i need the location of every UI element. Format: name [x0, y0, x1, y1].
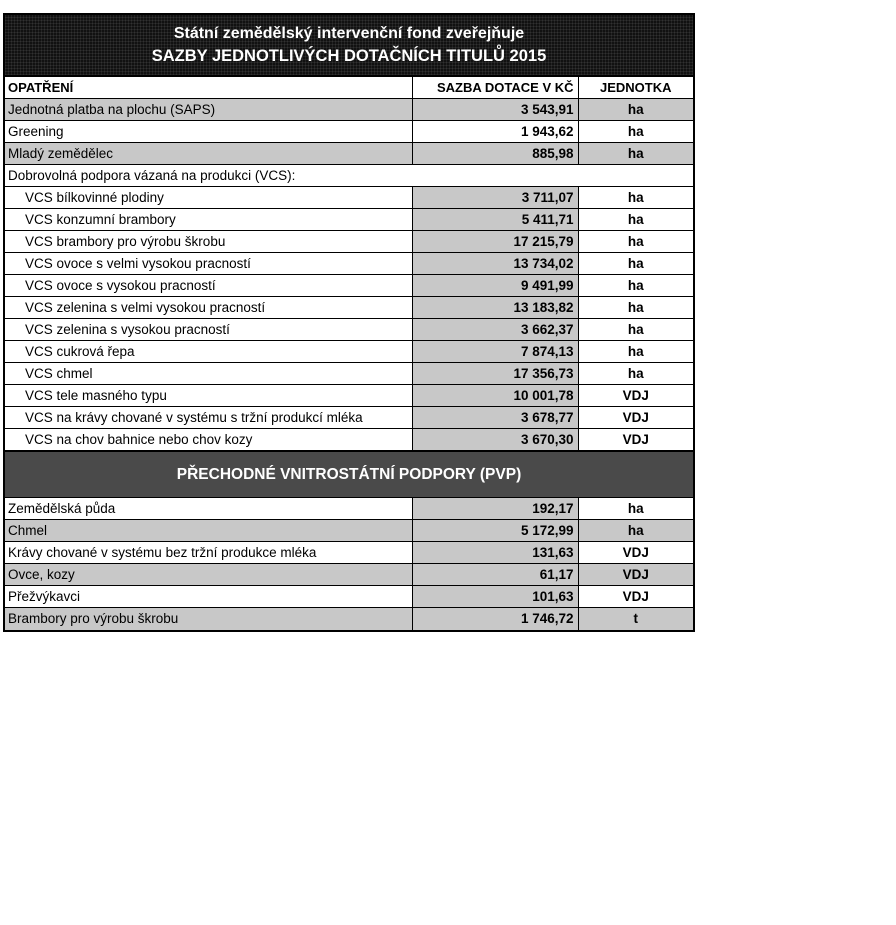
- table-row: [5, 296, 693, 318]
- row-rate: 7 874,13: [412, 340, 578, 362]
- row-rate: 5 172,99: [412, 520, 578, 542]
- row-name: VCS ovoce s velmi vysokou pracností: [5, 252, 412, 274]
- row-name: Zemědělská půda: [5, 498, 412, 520]
- table-row: [5, 428, 693, 450]
- table-row: [5, 498, 693, 520]
- rates-table-pvp: [5, 498, 693, 630]
- table-row: [5, 586, 693, 608]
- vcs-section-heading-row: [5, 164, 693, 186]
- row-name: VCS na krávy chované v systému s tržní produkcí mléka: [5, 406, 412, 428]
- title-line-2: SAZBY JEDNOTLIVÝCH DOTAČNÍCH TITULŮ 2015: [151, 47, 547, 65]
- table-row: [5, 384, 693, 406]
- table-row: [5, 186, 693, 208]
- row-name: Mladý zemědělec: [5, 142, 412, 164]
- table-row: [5, 274, 693, 296]
- row-unit: VDJ: [578, 586, 693, 608]
- row-name: VCS cukrová řepa: [5, 340, 412, 362]
- row-unit: ha: [578, 340, 693, 362]
- table-row: [5, 406, 693, 428]
- row-name: Ovce, kozy: [5, 564, 412, 586]
- table-row: [5, 120, 693, 142]
- table-row: [5, 564, 693, 586]
- row-unit: VDJ: [578, 428, 693, 450]
- row-rate: 192,17: [412, 498, 578, 520]
- table-row: [5, 362, 693, 384]
- row-rate: 17 215,79: [412, 230, 578, 252]
- column-header-unit: JEDNOTKA: [578, 77, 693, 98]
- row-rate: 1 746,72: [412, 608, 578, 630]
- row-name: Jednotná platba na plochu (SAPS): [5, 98, 412, 120]
- row-rate: 101,63: [412, 586, 578, 608]
- row-rate: 3 662,37: [412, 318, 578, 340]
- row-name: Přežvýkavci: [5, 586, 412, 608]
- row-rate: 3 711,07: [412, 186, 578, 208]
- column-header-rate: SAZBA DOTACE V KČ: [412, 77, 578, 98]
- vcs-section-heading: Dobrovolná podpora vázaná na produkci (VCS):: [5, 164, 693, 186]
- table-row: [5, 318, 693, 340]
- table-row: [5, 252, 693, 274]
- column-header-row: [5, 77, 693, 98]
- row-rate: 3 670,30: [412, 428, 578, 450]
- row-name: VCS brambory pro výrobu škrobu: [5, 230, 412, 252]
- row-unit: ha: [578, 230, 693, 252]
- row-rate: 61,17: [412, 564, 578, 586]
- row-unit: ha: [578, 142, 693, 164]
- title-line-1: Státní zemědělský intervenční fond zveřejňuje: [173, 25, 525, 42]
- row-unit: ha: [578, 120, 693, 142]
- table-row: [5, 208, 693, 230]
- table-row: [5, 608, 693, 630]
- row-unit: ha: [578, 520, 693, 542]
- table-row: [5, 230, 693, 252]
- row-rate: 13 183,82: [412, 296, 578, 318]
- row-name: VCS zelenina s velmi vysokou pracností: [5, 296, 412, 318]
- row-rate: 10 001,78: [412, 384, 578, 406]
- row-unit: VDJ: [578, 384, 693, 406]
- row-name: VCS konzumní brambory: [5, 208, 412, 230]
- row-unit: t: [578, 608, 693, 630]
- row-unit: ha: [578, 98, 693, 120]
- row-name: VCS ovoce s vysokou pracností: [5, 274, 412, 296]
- row-rate: 9 491,99: [412, 274, 578, 296]
- row-rate: 3 678,77: [412, 406, 578, 428]
- row-name: VCS bílkovinné plodiny: [5, 186, 412, 208]
- row-rate: 1 943,62: [412, 120, 578, 142]
- row-name: VCS na chov bahnice nebo chov kozy: [5, 428, 412, 450]
- row-name: VCS chmel: [5, 362, 412, 384]
- rates-table-main: [5, 77, 693, 451]
- row-name: Chmel: [5, 520, 412, 542]
- row-unit: VDJ: [578, 406, 693, 428]
- row-rate: 17 356,73: [412, 362, 578, 384]
- pvp-section-heading: PŘECHODNÉ VNITROSTÁTNÍ PODPORY (PVP): [5, 451, 693, 498]
- row-name: VCS tele masného typu: [5, 384, 412, 406]
- row-rate: 5 411,71: [412, 208, 578, 230]
- row-name: VCS zelenina s vysokou pracností: [5, 318, 412, 340]
- row-unit: VDJ: [578, 564, 693, 586]
- row-name: Greening: [5, 120, 412, 142]
- row-unit: VDJ: [578, 542, 693, 564]
- column-header-measure: OPATŘENÍ: [5, 77, 412, 98]
- table-row: [5, 142, 693, 164]
- row-unit: ha: [578, 318, 693, 340]
- row-unit: ha: [578, 362, 693, 384]
- row-unit: ha: [578, 252, 693, 274]
- row-unit: ha: [578, 186, 693, 208]
- subsidy-rates-sheet: [3, 13, 695, 632]
- row-unit: ha: [578, 208, 693, 230]
- table-row: [5, 98, 693, 120]
- row-unit: ha: [578, 498, 693, 520]
- row-rate: 13 734,02: [412, 252, 578, 274]
- row-name: Brambory pro výrobu škrobu: [5, 608, 412, 630]
- row-rate: 131,63: [412, 542, 578, 564]
- table-row: [5, 340, 693, 362]
- table-row: [5, 542, 693, 564]
- row-rate: 3 543,91: [412, 98, 578, 120]
- table-row: [5, 520, 693, 542]
- sheet-title: [5, 15, 693, 77]
- row-unit: ha: [578, 274, 693, 296]
- row-name: Krávy chované v systému bez tržní produkce mléka: [5, 542, 412, 564]
- row-rate: 885,98: [412, 142, 578, 164]
- row-unit: ha: [578, 296, 693, 318]
